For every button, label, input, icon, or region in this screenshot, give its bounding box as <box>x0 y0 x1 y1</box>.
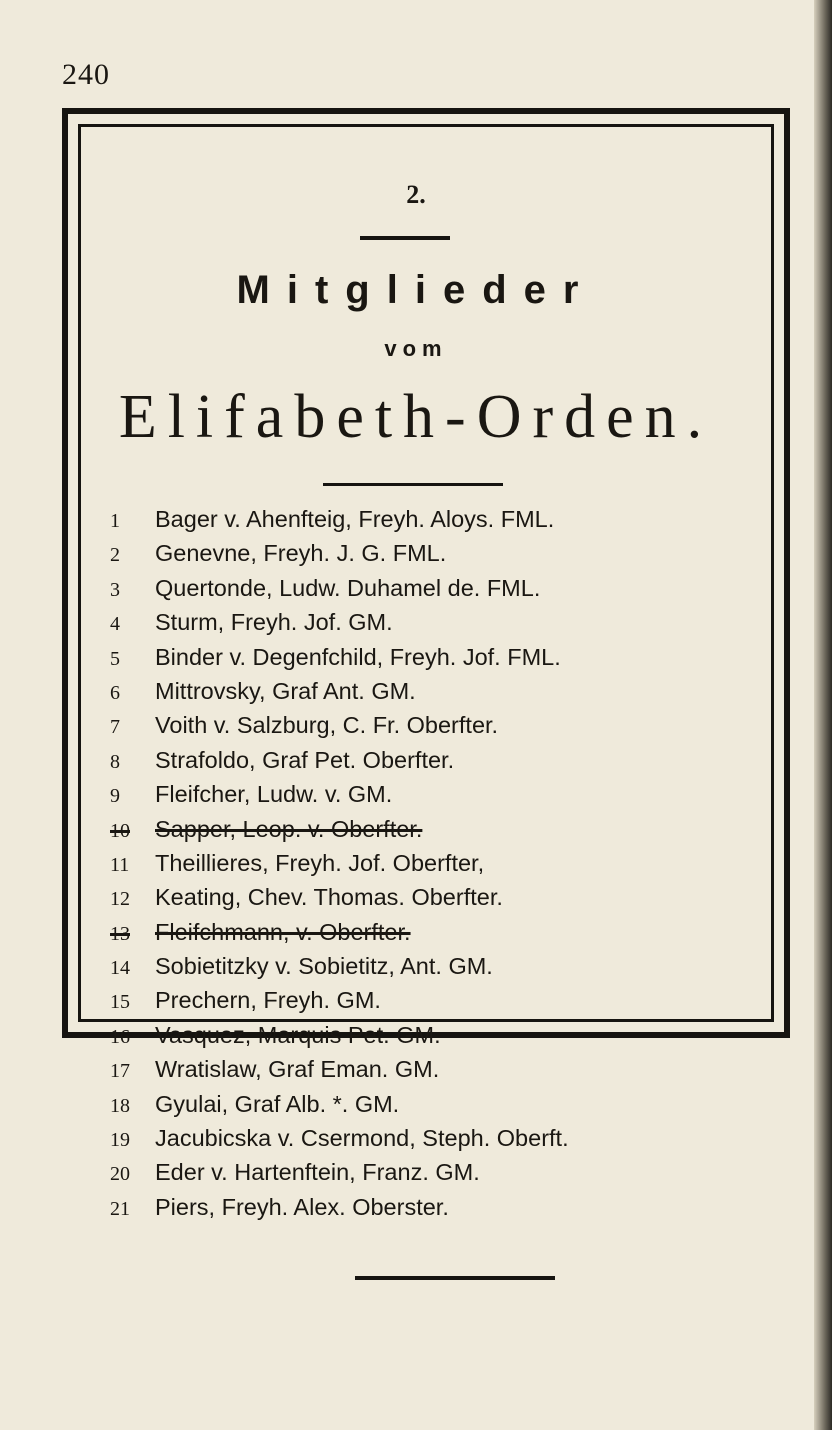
member-entry <box>110 605 790 639</box>
member-number: 13 <box>110 922 130 945</box>
divider-rule-top <box>360 236 450 240</box>
member-number: 6 <box>110 681 120 704</box>
member-name: Keating, Chev. Thomas. Oberfter. <box>155 884 503 911</box>
member-entry <box>110 536 790 570</box>
member-entry <box>110 846 790 880</box>
member-number: 17 <box>110 1060 130 1083</box>
member-number: 20 <box>110 1163 130 1186</box>
member-entry <box>110 743 790 777</box>
member-name: Mittrovsky, Graf Ant. GM. <box>155 677 416 704</box>
member-number: 1 <box>110 510 120 532</box>
member-number: 7 <box>110 716 120 739</box>
member-name: Strafoldo, Graf Pet. Oberfter. <box>155 746 455 773</box>
member-name: Sobietitzky v. Sobietitz, Ant. GM. <box>155 953 493 980</box>
member-name: Wratislaw, Graf Eman. GM. <box>155 1056 440 1083</box>
member-entry <box>110 1190 790 1224</box>
member-name: Sturm, Freyh. Jof. GM. <box>155 609 393 636</box>
member-entry <box>110 708 790 742</box>
member-number: 14 <box>110 957 130 980</box>
heading-title: Mitglieder <box>236 268 596 312</box>
member-number: 18 <box>110 1094 130 1117</box>
member-entry <box>110 1087 790 1121</box>
member-name: Fleifchmann, v. Oberfter. <box>155 918 411 945</box>
divider-rule-bottom <box>355 1276 555 1280</box>
member-number: 8 <box>110 750 120 773</box>
member-entry <box>110 502 790 536</box>
member-number: 3 <box>110 578 120 601</box>
member-number: 12 <box>110 888 130 911</box>
member-entry <box>110 571 790 605</box>
member-name: Binder v. Degenfchild, Freyh. Jof. FML. <box>155 643 561 670</box>
divider-rule-middle <box>323 483 503 486</box>
member-entry <box>110 1052 790 1086</box>
member-name: Eder v. Hartenftein, Franz. GM. <box>155 1159 480 1186</box>
member-number: 10 <box>110 819 130 842</box>
member-name: Sapper, Leop. v. Oberfter. <box>155 815 423 842</box>
member-name: Quertonde, Ludw. Duhamel de. FML. <box>155 574 541 601</box>
member-number: 5 <box>110 647 120 670</box>
member-entry <box>110 983 790 1017</box>
member-entry <box>110 1018 790 1052</box>
member-name: Prechern, Freyh. GM. <box>155 987 381 1014</box>
member-number: 11 <box>110 853 130 876</box>
book-spine-shadow <box>814 0 832 1430</box>
member-entry <box>110 949 790 983</box>
member-entry <box>110 915 790 949</box>
member-name: Voith v. Salzburg, C. Fr. Oberfter. <box>155 712 499 739</box>
members-list <box>110 502 790 1224</box>
member-name: Fleifcher, Ludw. v. GM. <box>155 781 393 808</box>
member-entry <box>110 777 790 811</box>
member-number: 16 <box>110 1025 130 1048</box>
member-number: 21 <box>110 1197 130 1220</box>
member-number: 15 <box>110 991 130 1014</box>
page-number: 240 <box>62 58 110 91</box>
section-numeral: 2. <box>406 180 426 209</box>
member-name: Theillieres, Freyh. Jof. Oberfter, <box>155 849 485 876</box>
member-name: Bager v. Ahenfteig, Freyh. Aloys. FML. <box>155 506 555 532</box>
member-entry <box>110 1155 790 1189</box>
member-entry <box>110 640 790 674</box>
member-name: Jacubicska v. Csermond, Steph. Oberft. <box>155 1125 569 1152</box>
member-number: 2 <box>110 544 120 567</box>
member-entry <box>110 880 790 914</box>
member-number: 4 <box>110 613 120 636</box>
member-number: 19 <box>110 1129 130 1152</box>
member-name: Vasquez, Marquis Pet. GM. <box>155 1021 441 1048</box>
member-name: Gyulai, Graf Alb. *. GM. <box>155 1090 400 1117</box>
member-number: 9 <box>110 785 120 808</box>
member-name: Genevne, Freyh. J. G. FML. <box>155 540 447 567</box>
member-name: Piers, Freyh. Alex. Oberster. <box>155 1193 449 1220</box>
member-entry <box>110 1121 790 1155</box>
member-entry <box>110 674 790 708</box>
heading-subtitle: vom <box>384 336 448 361</box>
order-name: Elifabeth-Orden. <box>118 383 714 451</box>
member-entry <box>110 812 790 846</box>
